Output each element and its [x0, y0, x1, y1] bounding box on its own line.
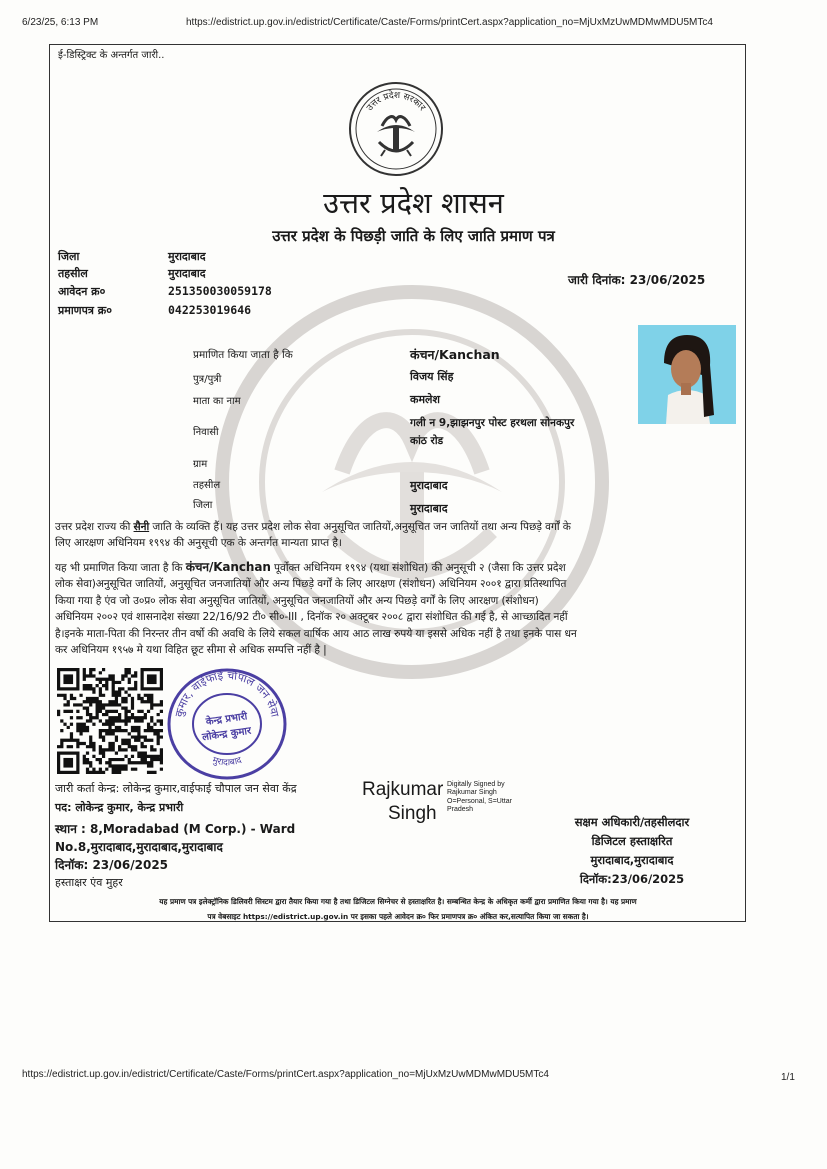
detail-label-certify: प्रमाणित किया जाता है कि	[193, 349, 293, 361]
issue-date-value: 23/06/2025	[629, 273, 706, 287]
print-datetime: 6/23/25, 6:13 PM	[22, 17, 99, 28]
paragraph-caste: उत्तर प्रदेश राज्य की सैनी जाति के व्यक्ति हैं। यह उत्तर प्रदेश लोक सेवा अनुसूचित जातियों,अनुसूचित जन जातियों तथा अन्य पिछड़े वर्गों के लिए आरक्षण अधिनियम १९९४ की अनुसूची एक के अन्तर्गत मान्यता प्राप्त है।	[55, 521, 571, 550]
print-url-header: https://edistrict.up.gov.in/edistrict/Certificate/Caste/Forms/printCert.aspx?application_no=MjUxMzUwMDMwMDU5MTc4	[186, 17, 713, 28]
authority-place: मुरादाबाद,मुरादाबाद	[590, 853, 674, 867]
up-emblem-icon	[347, 80, 445, 178]
detail-label-tehsil: तहसील	[193, 480, 221, 491]
certificate-title: उत्तर प्रदेश शासन	[323, 186, 504, 220]
stamp-center-line2: लोकेन्द्र कुमार	[201, 725, 252, 744]
emblem-text: उत्तर प्रदेश सरकार	[365, 90, 427, 114]
authority-digital-sign: डिजिटल हस्ताक्षरित	[591, 834, 673, 848]
detail-label-resident: निवासी	[193, 427, 219, 438]
paragraph-creamy-layer: यह भी प्रमाणित किया जाता है कि कंचन/Kanchan पूर्वोक्त अधिनियम १९९४ (यथा संशोधित) की अनुसूची २ (जैसा कि उत्तर प्रदेश लोक सेवा)अनुसूचित जातियों, अनुसूचित जनजातियों और अन्य पिछड़े वर्गों के लिए आरक्षण (संशोधन) अधिनियम २००१ द्वारा प्रतिस्थापित किया गया है एंव जो उ०प्र० लोक सेवा अनुसूचित जातियों, अनुसूचित जनजातियों और अन्य पिछड़े वर्गों के लिए आरक्षण (संशोधन) अधिनियम २००२ एवं शासनादेश संख्या 22/16/92 टी० सी०-III , दिनॉक २० अक्टूबर २००८ द्वारा संशोधित की गई है, से आच्छादित नहीं है।इनके माता-पिता की निरन्तर तीन वर्षो की अवधि के लिये सकल वार्षिक आय आठ लाख रुपये या इससे अधिक नहीं है तथा इनके पास धन कर अधिनियम १९५७ मे यथा विहित छूट सीमा से अधिक सम्पत्ति नहीं है |	[55, 560, 577, 657]
footer-note: यह प्रमाण पत्र इलेक्ट्रॉनिक डिलिवरी सिस्टम द्वारा तैयार किया गया है तथा डिजिटल सिग्नेचर से हस्ताक्षरित है। सम्बन्धित केन्द्र के अधिकृत कर्मी द्वारा प्रमाणित किया गया है। यह प्रमाण पत्र वेबसाइट https://edistrict.up.gov.in पर इसका पहले आवेदन क्र० फिर प्रमाणपत्र क्र० अंकित कर,सत्यापित किया जा सकता है।	[159, 897, 637, 921]
detail-label-district: जिला	[193, 500, 213, 511]
digital-signature-details: Digitally Signed by Rajkumar Singh O=Personal, S=Uttar Pradesh	[447, 781, 512, 813]
meta-value-application-no: 251350030059178	[168, 284, 272, 298]
svg-text:मुरादाबाद	[211, 756, 243, 769]
detail-value-address: गली न 9,झाझनपुर पोस्ट हरथला सोनकपुर	[410, 417, 575, 429]
stamp-bottom-text: मुरादाबाद	[211, 755, 244, 769]
issuer-date-label: दिनॉक:	[55, 858, 89, 872]
authority-block	[520, 813, 744, 889]
print-url-footer: https://edistrict.up.gov.in/edistrict/Certificate/Caste/Forms/printCert.aspx?application_no=MjUxMzUwMDMwMDU5MTc4	[22, 1069, 549, 1080]
meta-label-certificate-no: प्रमाणपत्र क्र०	[58, 304, 112, 317]
meta-value-certificate-no: 042253019646	[168, 303, 252, 317]
qr-code	[57, 668, 163, 774]
authority-date: दिनॉक:23/06/2025	[579, 872, 685, 886]
top-note: ई-डिस्ट्रिक्ट के अन्तर्गत जारी..	[58, 50, 165, 61]
stamp-ring-text: कुमार, वाईफाई चौपाल जन सेवा	[172, 668, 282, 719]
detail-value-district: मुरादाबाद	[410, 502, 448, 515]
meta-label-district: जिला	[58, 250, 80, 263]
detail-label-child-of: पुत्र/पुत्री	[193, 374, 222, 385]
meta-value-district: मुरादाबाद	[168, 250, 206, 263]
signer-name-line1: Rajkumar	[362, 779, 444, 800]
detail-value-mother: कमलेश	[410, 393, 440, 406]
detail-label-mother: माता का नाम	[193, 396, 241, 407]
detail-value-tehsil: मुरादाबाद	[410, 479, 448, 492]
signer-name-line2: Singh	[388, 803, 437, 824]
detail-value-father: विजय सिंह	[410, 370, 454, 383]
caste-name: सैनी	[133, 521, 150, 533]
issuer-center: जारी कर्ता केन्द्र: लोकेन्द्र कुमार,वाईफाई चौपाल जन सेवा केंद्र	[55, 782, 297, 795]
paragraph-name: कंचन/Kanchan	[185, 560, 271, 574]
meta-label-application-no: आवेदन क्र०	[58, 285, 106, 298]
issue-date	[568, 271, 705, 288]
center-stamp	[160, 662, 294, 782]
issuer-place-line2: No.8,मुरादाबाद,मुरादाबाद,मुरादाबाद	[55, 840, 223, 854]
issuer-designation: पद: लोकेन्द्र कुमार, केन्द्र प्रभारी	[55, 801, 184, 814]
detail-value-address-line2: कांठ रोड	[410, 435, 444, 447]
seal-label: हस्ताक्षर एंव मुहर	[55, 876, 123, 889]
stamp-center-line1: केन्द्र प्रभारी	[205, 711, 248, 728]
issuer-place: स्थान : 8,Moradabad (M Corp.) - Ward	[55, 822, 296, 836]
issuer-date-value: 23/06/2025	[92, 858, 169, 872]
authority-designation: सक्षम अधिकारी/तहसीलदार	[574, 815, 690, 829]
certificate-subtitle: उत्तर प्रदेश के पिछड़ी जाति के लिए जाति प्रमाण पत्र	[272, 227, 555, 245]
print-page-number: 1/1	[781, 1072, 795, 1083]
issuer-date	[55, 856, 168, 873]
detail-value-name: कंचन/Kanchan	[410, 347, 500, 362]
issue-date-label: जारी दिनांक:	[568, 273, 626, 287]
applicant-photo	[638, 325, 736, 424]
detail-label-village: ग्राम	[193, 459, 208, 470]
meta-label-tehsil: तहसील	[58, 267, 88, 280]
svg-text:उत्तर प्रदेश सरकार	[365, 89, 427, 113]
meta-value-tehsil: मुरादाबाद	[168, 267, 206, 280]
